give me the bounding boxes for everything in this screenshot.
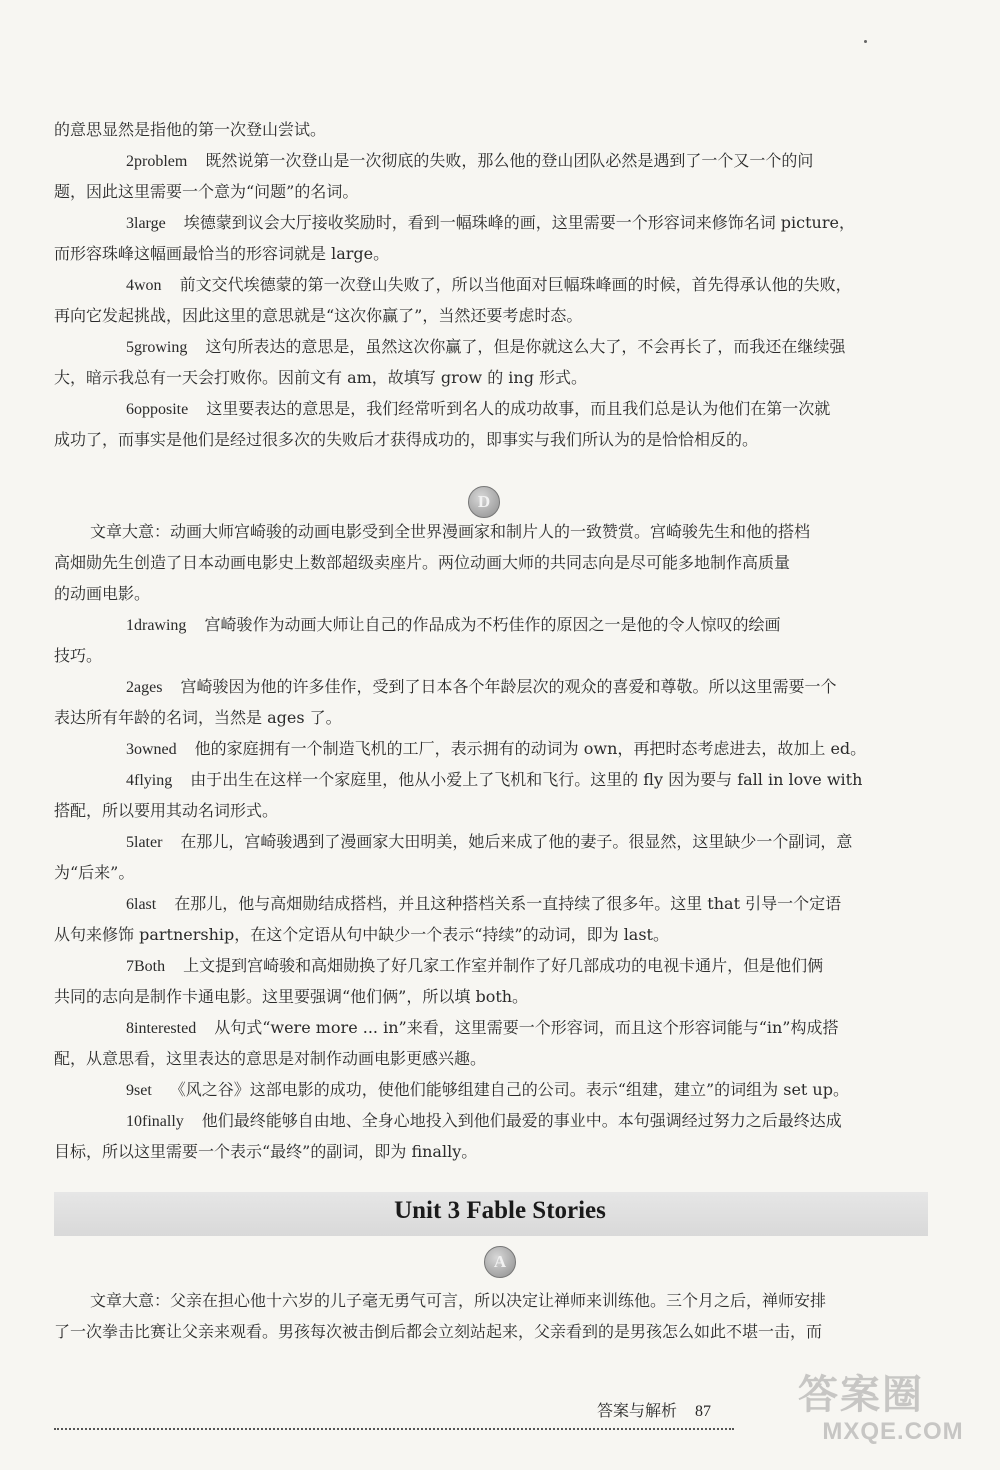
answer-line [54,300,928,331]
answer-word: last [134,896,157,913]
section-badge-d: D [468,486,500,518]
explanation-text: 题，因此这里需要一个意为“问题”的名词。 [54,182,359,201]
answer-word: finally [142,1113,184,1130]
answer-line [54,981,928,1012]
answer-line [54,114,928,145]
explanation-text: 为“后来”。 [54,863,135,882]
explanation-text: 埃德蒙到议会大厅接收奖励时，看到一幅珠峰的画，这里需要一个形容词来修饰名词 picture， [183,213,855,232]
explanation-text: 他的家庭拥有一个制造飞机的工厂，表示拥有的动词为 own，再把时态考虑进去，故加上 ed。 [194,739,867,758]
item-number: 2 [126,679,134,696]
answer-line [54,1012,928,1043]
explanation-text: 配，从意思看，这里表达的意思是对制作动画电影更感兴趣。 [54,1049,487,1068]
item-number: 5 [126,339,134,356]
answer-line [54,640,928,671]
explanation-text: 大，暗示我总有一天会打败你。因前文有 am，故填写 grow 的 ing 形式。 [54,368,588,387]
page-number: 87 [695,1403,712,1420]
explanation-text: 由于出生在这样一个家庭里，他从小爱上了飞机和飞行。这里的 fly 因为要与 fall in love with [190,770,863,789]
answer-line [54,919,928,950]
answer-line [54,888,928,919]
watermark-logo [798,1372,988,1462]
answer-word: Both [134,958,166,975]
explanation-text: 的意思显然是指他的第一次登山尝试。 [54,120,327,139]
answer-word: problem [134,153,188,170]
explanation-text: 搭配，所以要用其动名词形式。 [54,801,279,820]
answer-word: interested [134,1020,197,1037]
explanation-text: 《风之谷》这部电影的成功，使他们能够组建自己的公司。表示“组建，建立”的词组为 set up。 [169,1080,849,1099]
answer-line [54,671,928,702]
explanation-text: 共同的志向是制作卡通电影。这里要强调“他们俩”，所以填 both。 [54,987,529,1006]
explanation-text: 上文提到宫崎骏和高畑勋换了好几家工作室并制作了好几部成功的电视卡通片，但是他们俩 [183,956,824,975]
answer-line [54,857,928,888]
answer-line [54,1074,928,1105]
footer-dotted-rule [54,1428,734,1430]
answer-word: set [134,1082,152,1099]
answer-line [54,702,928,733]
explanation-text: 技巧。 [54,646,103,665]
item-number: 8 [126,1020,134,1037]
answer-line [54,950,928,981]
item-number: 6 [126,896,134,913]
explanation-text: 而形容珠峰这幅画最恰当的形容词就是 large。 [54,244,390,263]
explanation-text: 目标，所以这里需要一个表示“最终”的副词，即为 finally。 [54,1142,478,1161]
answer-word: large [134,215,166,232]
item-number: 5 [126,834,134,851]
unit-title: Unit 3 Fable Stories [394,1197,606,1224]
section-d-answers [54,609,928,1167]
explanation-text: 再向它发起挑战，因此这里的意思就是“这次你赢了”，当然还要考虑时态。 [54,306,583,325]
answer-line [54,733,928,764]
answer-line [54,764,928,795]
answer-line [54,1043,928,1074]
explanation-text: 从句来修饰 partnership，在这个定语从句中缺少一个表示“持续”的动词，即为 last。 [54,925,669,944]
answer-line [54,393,928,424]
answer-line [54,795,928,826]
scan-speck [864,40,867,43]
page-footer [597,1398,711,1421]
answer-word: growing [134,339,188,356]
explanation-text: 既然说第一次登山是一次彻底的失败，那么他的登山团队必然是遇到了一个又一个的问 [205,151,814,170]
answer-word: won [134,277,162,294]
answer-line [54,1105,928,1136]
explanation-text: 宫崎骏作为动画大师让自己的作品成为不朽佳作的原因之一是他的令人惊叹的绘画 [204,615,781,634]
answer-line [54,207,928,238]
unit-summary [54,1285,928,1347]
item-number: 4 [126,277,134,294]
answer-line [54,424,928,455]
watermark-text: 答案圈 [798,1373,924,1417]
item-number: 2 [126,153,134,170]
answer-line [54,269,928,300]
answer-line [54,238,928,269]
explanation-text: 在那儿，他与高畑勋结成搭档，并且这种搭档关系一直持续了很多年。这里 that 引导一个定语 [174,894,842,913]
section-badge-a: A [484,1246,516,1278]
answer-line [54,145,928,176]
answer-line [54,826,928,857]
explanation-text: 成功了，而事实是他们是经过很多次的失败后才获得成功的，即事实与我们所认为的是恰恰相反的。 [54,430,759,449]
answer-word: flying [134,772,173,789]
explanation-text: 表达所有年龄的名词，当然是 ages 了。 [54,708,342,727]
explanation-text: 前文交代埃德蒙的第一次登山失败了，所以当他面对巨幅珠峰画的时候，首先得承认他的失败， [179,275,852,294]
summary-line: 文章大意：父亲在担心他十六岁的儿子毫无勇气可言，所以决定让禅师来训练他。三个月之后，禅师安排 [90,1291,827,1310]
item-number: 6 [126,401,134,418]
watermark-url: MXQE.COM [822,1418,964,1445]
item-number: 3 [126,215,134,232]
summary-line: 的动画电影。 [54,584,151,603]
answer-line [54,609,928,640]
item-number: 10 [126,1113,142,1130]
answer-word: drawing [134,617,187,634]
answer-line [54,362,928,393]
answer-word: opposite [134,401,189,418]
answer-word: ages [134,679,163,696]
explanation-text: 他们最终能够自由地、全身心地投入到他们最爱的事业中。本句强调经过努力之后最终达成 [201,1111,842,1130]
section-d-summary [54,516,928,609]
explanation-text: 在那儿，宫崎骏遇到了漫画家大田明美，她后来成了他的妻子。很显然，这里缺少一个副词，意 [180,832,853,851]
answer-line [54,176,928,207]
item-number: 9 [126,1082,134,1099]
explanation-text: 从句式“were more ... in”来看，这里需要一个形容词，而且这个形容词能与“in”构成搭 [214,1018,839,1037]
answer-word: owned [134,741,177,758]
explanation-text: 宫崎骏因为他的许多佳作，受到了日本各个年龄层次的观众的喜爱和尊敬。所以这里需要一个 [180,677,837,696]
section-previous-answers [54,114,928,455]
footer-label: 答案与解析 [597,1401,678,1420]
summary-line: 了一次拳击比赛让父亲来观看。男孩每次被击倒后都会立刻站起来，父亲看到的是男孩怎么如此不堪一击，而 [54,1322,823,1341]
summary-line: 文章大意：动画大师宫崎骏的动画电影受到全世界漫画家和制片人的一致赞赏。宫崎骏先生和他的搭档 [90,522,811,541]
explanation-text: 这里要表达的意思是，我们经常听到名人的成功故事，而且我们总是认为他们在第一次就 [206,399,831,418]
answer-line [54,331,928,362]
item-number: 1 [126,617,134,634]
item-number: 4 [126,772,134,789]
answer-word: later [134,834,163,851]
item-number: 3 [126,741,134,758]
answer-line [54,1136,928,1167]
summary-line: 高畑勋先生创造了日本动画电影史上数部超级卖座片。两位动画大师的共同志向是尽可能多地制作高质量 [54,553,791,572]
item-number: 7 [126,958,134,975]
explanation-text: 这句所表达的意思是，虽然这次你赢了，但是你就这么大了，不会再长了，而我还在继续强 [205,337,846,356]
